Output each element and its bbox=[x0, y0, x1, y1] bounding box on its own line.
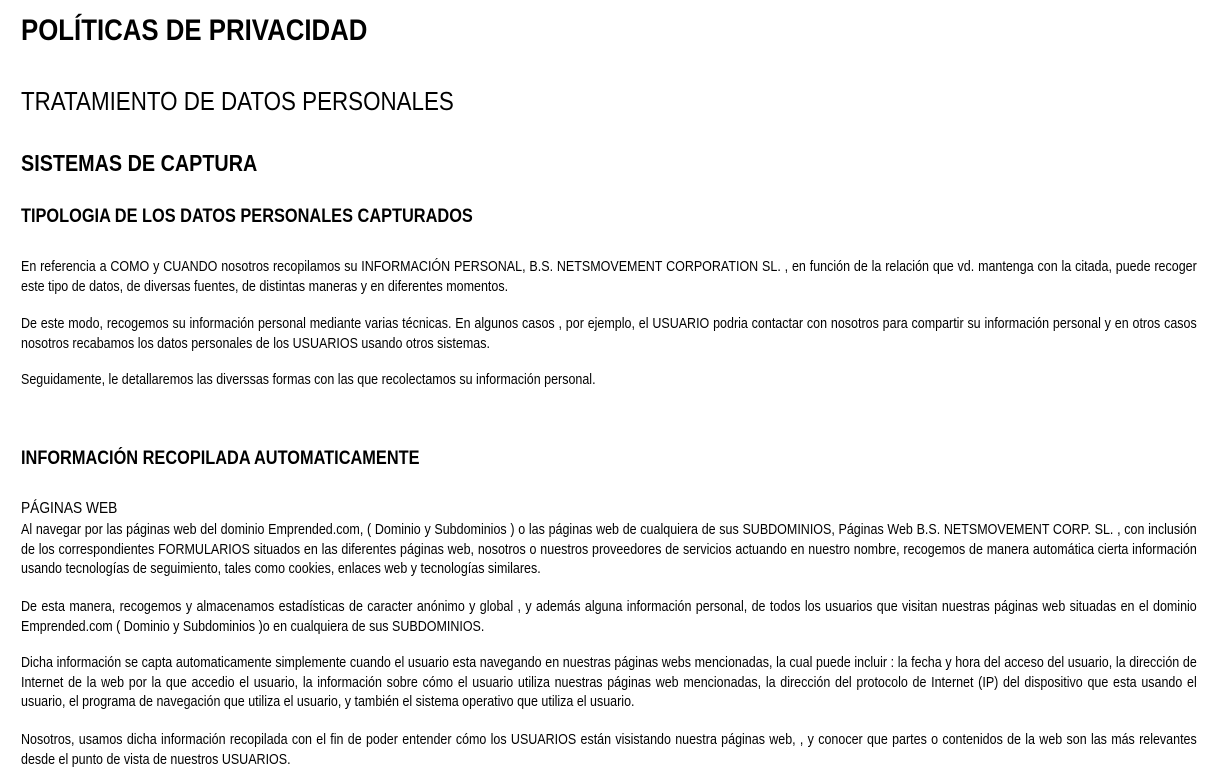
section-title-text: TRATAMIENTO DE DATOS PERSONALES bbox=[21, 86, 454, 116]
subsection-title bbox=[21, 149, 296, 177]
web-paragraph-2: De esta manera, recogemos y almacenamos estadísticas de caracter anónimo y global , y además alguna información personal, de todos los usuarios que visitan nuestras páginas web situadas en el dominio Emprended.com ( Dominio y Subdominios )o en cualquiera de sus SUBDOMINIOS. bbox=[21, 599, 1197, 635]
auto-info-heading bbox=[21, 447, 484, 471]
typology-heading bbox=[21, 205, 546, 229]
auto-info-heading-text: INFORMACIÓN RECOPILADA AUTOMATICAMENTE bbox=[21, 448, 420, 469]
web-pages-heading-text: PÁGINAS WEB bbox=[21, 500, 118, 517]
typology-paragraph-3: Seguidamente, le detallaremos las diverssas formas con las que recolectamos su información personal. bbox=[21, 372, 596, 388]
typology-paragraph-1: En referencia a COMO y CUANDO nosotros recopilamos su INFORMACIÓN PERSONAL, B.S. NETSMOVEMENT CORPORATION SL. , en función de la relación que vd. mantenga con la citada, puede recoger este tipo de datos, de diversas fuentes, de distintas maneras y en diferentes momentos. bbox=[21, 259, 1197, 295]
subsection-title-text: SISTEMAS DE CAPTURA bbox=[21, 150, 258, 176]
web-paragraph-3: Dicha información se capta automaticamente simplemente cuando el usuario esta navegando en nuestras páginas webs mencionadas, la cual puede incluir : la fecha y hora del acceso del usuario, la dirección de Internet de la web por la que accedio el usuario, la información sobre cómo el usuario utiliza nuestras páginas web mencionadas, la dirección del protocolo de Internet (IP) del dispositivo que esta usando el usuario, el programa de navegación que utiliza el usuario, y también el sistema operativo que utiliza el usuario. bbox=[21, 655, 1197, 710]
section-title bbox=[21, 86, 524, 116]
typology-paragraph-2: De este modo, recogemos su información personal mediante varias técnicas. En algunos casos , por ejemplo, el USUARIO podria contactar con nosotros para compartir su información personal y en otros casos nosotros recabamos los datos personales de los USUARIOS usando otros sistemas. bbox=[21, 316, 1197, 352]
page-title-text: POLÍTICAS DE PRIVACIDAD bbox=[21, 14, 368, 47]
web-pages-heading bbox=[21, 499, 133, 519]
web-paragraph-1: Al navegar por las páginas web del dominio Emprended.com, ( Dominio y Subdominios ) o las páginas web de cualquiera de sus SUBDOMINIOS, Páginas Web B.S. NETSMOVEMENT CORP. SL. , con inclusión de los correspondientes FORMULARIOS situados en las diferentes páginas web, nosotros o nuestros proveedores de servicios actuando en nuestro nombre, recogemos de manera automática cierta información usando tecnologías de seguimiento, tales como cookies, enlaces web y tecnologías similares. bbox=[21, 522, 1197, 577]
typology-heading-text: TIPOLOGIA DE LOS DATOS PERSONALES CAPTURADOS bbox=[21, 206, 473, 227]
web-paragraph-4: Nosotros, usamos dicha información recopilada con el fin de poder entender cómo los USUARIOS están visistando nuestra páginas web, , y conocer que partes o contenidos de la web son las más relevantes desde el punto de vista de nuestros USUARIOS. bbox=[21, 732, 1197, 768]
page-title bbox=[21, 14, 424, 48]
